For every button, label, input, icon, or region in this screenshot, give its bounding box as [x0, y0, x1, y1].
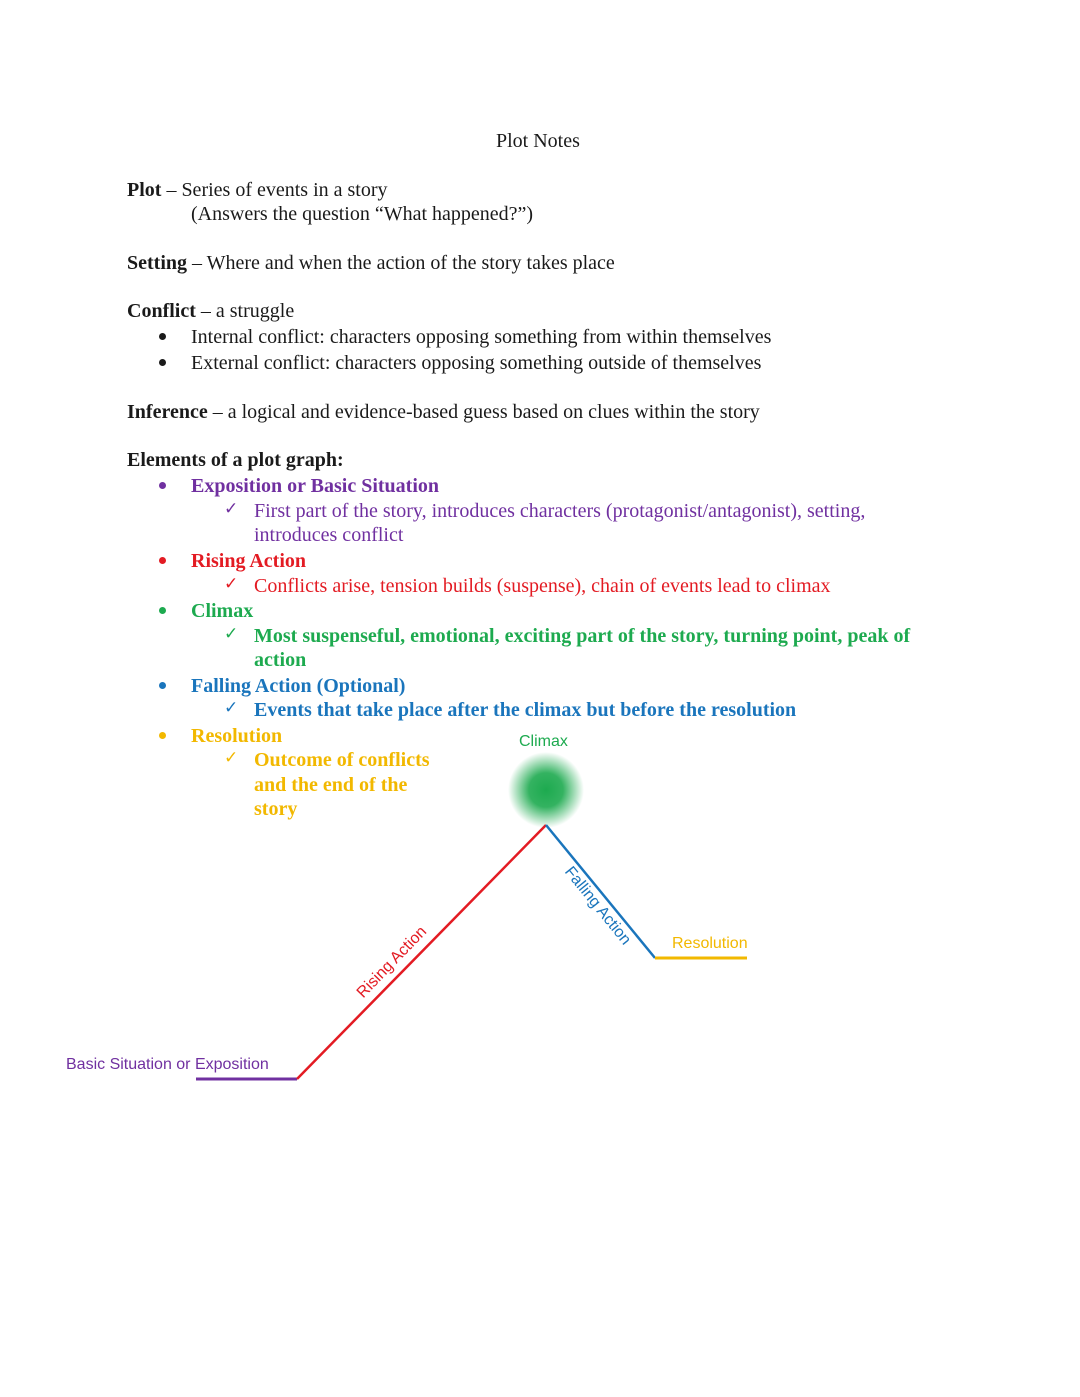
check-icon: ✓	[224, 748, 239, 768]
graph-rising-action-label: Rising Action	[353, 923, 431, 1002]
falling-action-desc-line: Events that take place after the climax but before the resolution	[254, 699, 797, 721]
climax-desc-line: action	[254, 649, 307, 671]
falling-action-heading: Falling Action (Optional)	[191, 675, 406, 697]
check-icon: ✓	[224, 499, 239, 519]
inference-text: a logical and evidence-based guess based on clues within the story	[227, 401, 760, 423]
plot-text: Series of events in a story	[181, 179, 388, 201]
plot-dash: –	[161, 179, 182, 201]
conflict-text: a struggle	[215, 300, 295, 322]
plot-term: Plot	[127, 179, 162, 201]
rising-action-heading: Rising Action	[191, 550, 307, 572]
conflict-term: Conflict	[127, 300, 196, 322]
exposition-desc-line: First part of the story, introduces characters (protagonist/antagonist), setting,	[254, 500, 866, 522]
check-icon: ✓	[224, 698, 239, 718]
graph-falling-action-label: Falling Action	[561, 863, 635, 949]
climax-glow-dot	[508, 752, 584, 828]
resolution-desc-line: and the end of the	[254, 774, 408, 796]
exposition-desc-line: introduces conflict	[254, 524, 404, 546]
climax-heading: Climax	[191, 600, 254, 622]
exposition-heading: Exposition or Basic Situation	[191, 475, 440, 497]
climax-desc-line: Most suspenseful, emotional, exciting part of the story, turning point, peak of	[254, 625, 911, 647]
resolution-desc-line: story	[254, 798, 298, 820]
setting-text: Where and when the action of the story takes place	[206, 252, 615, 274]
graph-exposition-label: Basic Situation or Exposition	[66, 1056, 269, 1073]
setting-dash: –	[187, 252, 207, 274]
falling-action-segment	[546, 825, 655, 958]
rising-action-segment	[297, 825, 546, 1079]
check-icon: ✓	[224, 574, 239, 594]
elements-heading: Elements of a plot graph:	[127, 449, 344, 471]
internal-conflict-item: Internal conflict: characters opposing something from within themselves	[191, 326, 772, 348]
rising-action-desc-line: Conflicts arise, tension builds (suspense), chain of events lead to climax	[254, 575, 831, 597]
conflict-dash: –	[195, 300, 216, 322]
plot-subtext: (Answers the question “What happened?”)	[191, 203, 534, 225]
setting-term: Setting	[127, 252, 187, 274]
inference-term: Inference	[127, 401, 208, 423]
graph-climax-label: Climax	[519, 733, 568, 750]
external-conflict-item: External conflict: characters opposing something outside of themselves	[191, 352, 762, 374]
graph-resolution-label: Resolution	[672, 935, 748, 952]
page-title: Plot Notes	[496, 130, 580, 152]
inference-dash: –	[207, 401, 228, 423]
check-icon: ✓	[224, 624, 239, 644]
resolution-desc-line: Outcome of conflicts	[254, 749, 430, 771]
resolution-heading: Resolution	[191, 725, 283, 747]
